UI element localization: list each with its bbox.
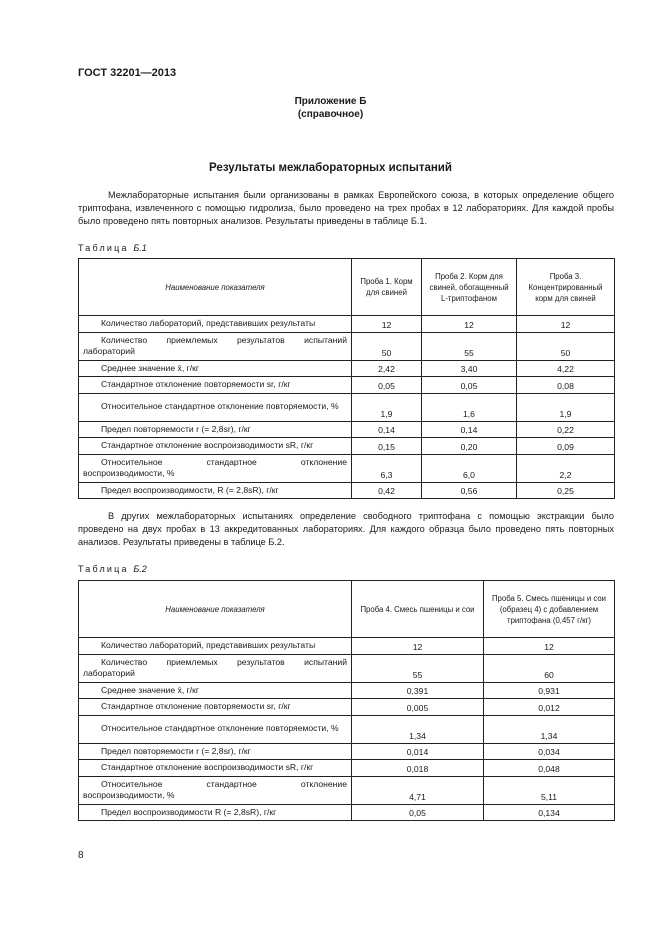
row-label: Стандартное отклонение повторяемости sr, г/кг xyxy=(79,377,352,394)
table2-caption: Таблица Б.2 xyxy=(78,564,147,574)
row-value: 0,014 xyxy=(352,743,484,760)
intro-paragraph: Межлабораторные испытания были организованы в рамках Европейского союза, в которых определение общего триптофана, извлеченного с помощью гидролиза, было проведено на трех пробах в 12 лабораториях. Для каждой пробы было проведено пять повторных анализов. Результаты приведены в таблице Б.1. xyxy=(78,190,614,226)
row-value: 4,22 xyxy=(517,360,615,377)
row-value: 1,9 xyxy=(352,393,422,421)
table-row xyxy=(79,332,615,360)
table-row xyxy=(79,421,615,438)
row-value: 0,05 xyxy=(422,377,517,394)
row-label: Предел воспроизводимости, R (= 2,8sR), г/кг xyxy=(79,482,352,499)
table-row xyxy=(79,393,615,421)
row-value: 12 xyxy=(517,316,615,333)
row-value: 0,034 xyxy=(484,743,615,760)
row-value: 6,3 xyxy=(352,454,422,482)
row-value: 0,22 xyxy=(517,421,615,438)
table-row xyxy=(79,743,615,760)
row-value: 1,6 xyxy=(422,393,517,421)
row-label: Относительное стандартное отклонение повторяемости, % xyxy=(79,393,352,421)
row-value: 0,08 xyxy=(517,377,615,394)
row-value: 0,15 xyxy=(352,438,422,455)
row-value: 5,11 xyxy=(484,776,615,804)
table-row xyxy=(79,715,615,743)
standard-number: ГОСТ 32201—2013 xyxy=(78,67,177,79)
table-row xyxy=(79,438,615,455)
table1 xyxy=(78,258,615,499)
row-value: 55 xyxy=(422,332,517,360)
row-value: 12 xyxy=(484,638,615,655)
table-row xyxy=(79,654,615,682)
table2-header-name: Наименование показателя xyxy=(79,581,352,638)
row-value: 0,931 xyxy=(484,682,615,699)
row-value: 6,0 xyxy=(422,454,517,482)
row-value: 2,2 xyxy=(517,454,615,482)
table2 xyxy=(78,580,615,821)
table2-header-sample4: Проба 4. Смесь пшеницы и сои xyxy=(352,581,484,638)
row-value: 0,018 xyxy=(352,760,484,777)
table1-header-sample2: Проба 2. Корм для свиней, обогащенный L-триптофаном xyxy=(422,259,517,316)
row-value: 0,14 xyxy=(352,421,422,438)
row-value: 55 xyxy=(352,654,484,682)
row-label: Стандартное отклонение воспроизводимости sR, г/кг xyxy=(79,760,352,777)
row-label: Предел воспроизводимости R (= 2,8sR), г/кг xyxy=(79,804,352,821)
row-label: Относительное стандартное отклонение воспроизводимости, % xyxy=(79,454,352,482)
row-value: 0,05 xyxy=(352,377,422,394)
table-row xyxy=(79,699,615,716)
row-label: Количество лабораторий, представивших результаты xyxy=(79,316,352,333)
row-value: 0,012 xyxy=(484,699,615,716)
table1-header-sample3: Проба 3. Концентрированный корм для свиней xyxy=(517,259,615,316)
row-value: 3,40 xyxy=(422,360,517,377)
table-row xyxy=(79,776,615,804)
row-label: Относительное стандартное отклонение повторяемости, % xyxy=(79,715,352,743)
second-paragraph: В других межлабораторных испытаниях определение свободного триптофана с помощью экстракции было проведено на двух пробах в 13 аккредитованных лабораториях. Для каждого образца было проведено пять повторных анализов. Результаты приведены в таблице Б.2. xyxy=(78,511,614,547)
annex-note: (справочное) xyxy=(297,109,364,120)
row-value: 0,048 xyxy=(484,760,615,777)
row-value: 12 xyxy=(352,316,422,333)
row-value: 12 xyxy=(352,638,484,655)
table-row xyxy=(79,682,615,699)
table-row xyxy=(79,482,615,499)
table-row xyxy=(79,377,615,394)
row-value: 1,34 xyxy=(352,715,484,743)
section-title: Результаты межлабораторных испытаний xyxy=(209,162,452,174)
table1-header-sample1: Проба 1. Корм для свиней xyxy=(352,259,422,316)
row-value: 50 xyxy=(352,332,422,360)
row-value: 12 xyxy=(422,316,517,333)
row-value: 0,20 xyxy=(422,438,517,455)
table1-caption: Таблица Б.1 xyxy=(78,243,147,253)
row-value: 0,134 xyxy=(484,804,615,821)
row-value: 0,09 xyxy=(517,438,615,455)
page-number: 8 xyxy=(78,850,84,861)
row-value: 2,42 xyxy=(352,360,422,377)
row-label: Среднее значение x̄, г/кг xyxy=(79,682,352,699)
table-row xyxy=(79,316,615,333)
row-value: 0,56 xyxy=(422,482,517,499)
table2-header-row xyxy=(79,581,615,638)
row-value: 0,05 xyxy=(352,804,484,821)
row-value: 60 xyxy=(484,654,615,682)
row-value: 0,25 xyxy=(517,482,615,499)
table2-header-sample5: Проба 5. Смесь пшеницы и сои (образец 4) с добавлением триптофана (0,457 г/кг) xyxy=(484,581,615,638)
row-label: Относительное стандартное отклонение воспроизводимости, % xyxy=(79,776,352,804)
row-value: 0,14 xyxy=(422,421,517,438)
annex-title: Приложение Б xyxy=(294,96,367,107)
row-label: Количество приемлемых результатов испытаний лабораторий xyxy=(79,332,352,360)
row-label: Предел повторяемости r (= 2,8sr), г/кг xyxy=(79,743,352,760)
row-label: Стандартное отклонение повторяемости sr, г/кг xyxy=(79,699,352,716)
table-row xyxy=(79,454,615,482)
row-value: 0,005 xyxy=(352,699,484,716)
row-value: 0,391 xyxy=(352,682,484,699)
row-value: 1,34 xyxy=(484,715,615,743)
row-value: 4,71 xyxy=(352,776,484,804)
row-value: 0,42 xyxy=(352,482,422,499)
table-row xyxy=(79,804,615,821)
row-value: 1,9 xyxy=(517,393,615,421)
table-row xyxy=(79,360,615,377)
row-label: Количество лабораторий, представивших результаты xyxy=(79,638,352,655)
table-row xyxy=(79,638,615,655)
row-label: Среднее значение x̄, г/кг xyxy=(79,360,352,377)
table1-header-row xyxy=(79,259,615,316)
table-row xyxy=(79,760,615,777)
row-label: Количество приемлемых результатов испытаний лабораторий xyxy=(79,654,352,682)
row-label: Стандартное отклонение воспроизводимости sR, г/кг xyxy=(79,438,352,455)
row-value: 50 xyxy=(517,332,615,360)
table1-header-name: Наименование показателя xyxy=(79,259,352,316)
row-label: Предел повторяемости r (= 2,8sr), г/кг xyxy=(79,421,352,438)
